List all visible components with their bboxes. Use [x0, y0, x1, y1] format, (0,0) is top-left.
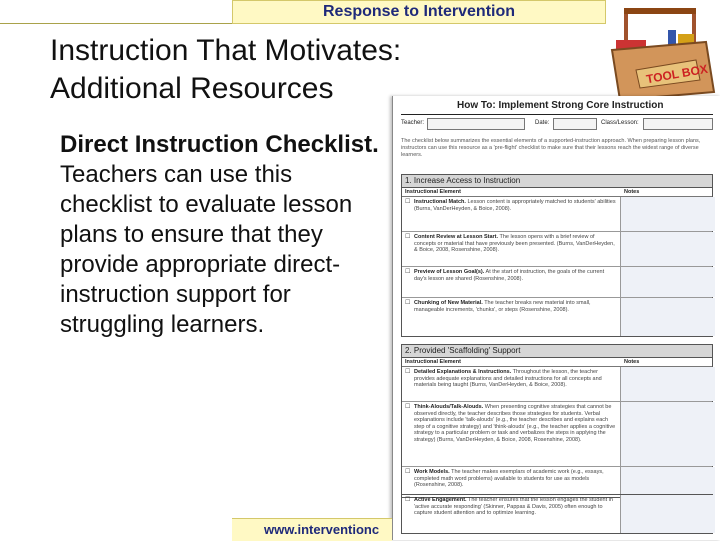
notes-cell: [620, 267, 715, 297]
item-name: Think-Alouds/Talk-Alouds.: [414, 404, 484, 410]
column-notes: Notes: [624, 189, 640, 195]
date-label: Date:: [535, 120, 550, 126]
checkbox-icon: ☐: [405, 369, 411, 375]
class-lesson-label: Class/Lesson:: [601, 120, 639, 126]
section-1-heading: 1. Increase Access to Instruction: [402, 175, 712, 188]
item-name: Detailed Explanations & Instructions.: [414, 369, 512, 375]
footer-band: [232, 518, 392, 541]
checklist-row: [402, 267, 712, 298]
document-title: How To: Implement Strong Core Instruction: [457, 100, 664, 111]
checkbox-icon: ☐: [405, 199, 411, 205]
column-notes: Notes: [624, 359, 640, 365]
section-1-columns: [402, 188, 712, 197]
document-rule: [401, 114, 713, 115]
teacher-label: Teacher:: [401, 120, 425, 126]
date-field: [553, 118, 597, 130]
header-band-text: Response to Intervention: [322, 3, 516, 20]
column-element: Instructional Element: [405, 189, 461, 195]
notes-cell: [620, 367, 715, 401]
item-text: The lesson opens with a brief review of concepts or material that have previously been presented. (Burns, VanDerHeyden, & Boice, 2008, Rosenshine, 2008).: [414, 234, 615, 253]
checkbox-icon: ☐: [405, 404, 411, 410]
body-paragraph: [60, 130, 380, 340]
column-element: Instructional Element: [405, 359, 461, 365]
checklist-row: [402, 495, 712, 533]
notes-cell: [620, 232, 715, 266]
notes-cell: [620, 298, 715, 336]
notes-cell: [620, 197, 715, 231]
toolbox-icon: [606, 0, 720, 106]
class-lesson-field: [643, 118, 713, 130]
section-2: [401, 344, 713, 498]
checklist-document: [392, 96, 720, 540]
item-name: Instructional Match.: [414, 199, 466, 205]
toolbox-image: [606, 0, 720, 106]
item-name: Preview of Lesson Goal(s).: [414, 269, 485, 275]
item-text: When presenting cognitive strategies that cannot be observed directly, the teacher describes those strategies for students. Verbal explanations include 'talk-alouds' (e.g., the teacher describes and explains each step of a cognitive strategy) and 'think-alouds' (e.g., the teacher applies a cognitive strategy to a particular problem or task and verbalizes the steps in applying the strategy) (Burns, VanDerHeyden, & Boice, 2008, Rosenshine, 2008).: [414, 404, 616, 443]
item-text: The teacher ensures that the lesson engages the student in 'active accurate responding' (Skinner, Pappas & Davis, 2005) often enough to capture student attention and to optimize learning.: [414, 497, 613, 516]
notes-cell: [620, 467, 715, 497]
checkbox-icon: ☐: [405, 300, 411, 306]
checkbox-icon: ☐: [405, 469, 411, 475]
svg-text:TOOL BOX: TOOL BOX: [645, 61, 709, 87]
checklist-row: [402, 467, 712, 497]
body-text: Teachers can use this checklist to evaluate lesson plans to ensure that they provide appropriate direct-instruction support for struggling learners.: [60, 161, 353, 338]
checklist-row: [402, 232, 712, 267]
checklist-row: [402, 367, 712, 402]
checklist-row: [402, 402, 712, 467]
notes-cell: [620, 402, 715, 466]
item-name: Chunking of New Material.: [414, 300, 483, 306]
section-3: [401, 494, 713, 534]
slide-title-line1: Instruction That Motivates:: [50, 34, 402, 67]
section-2-heading: 2. Provided 'Scaffolding' Support: [402, 345, 712, 358]
checkbox-icon: ☐: [405, 269, 411, 275]
item-text: The teacher breaks new material into small, manageable increments, 'chunks', or steps (Rosenshine, 2008).: [414, 300, 591, 313]
teacher-field: [427, 118, 525, 130]
slide-title-line2: Additional Resources: [50, 72, 334, 105]
slide-title: [50, 32, 401, 108]
item-text: The teacher makes exemplars of academic work (e.g., essays, completed math word problems) available to students for use as models (Rosenshine, 2008).: [414, 469, 604, 488]
section-2-columns: [402, 358, 712, 367]
item-name: Content Review at Lesson Start.: [414, 234, 499, 240]
checkbox-icon: ☐: [405, 497, 411, 503]
item-name: Active Engagement.: [414, 497, 467, 503]
checkbox-icon: ☐: [405, 234, 411, 240]
item-name: Work Models.: [414, 469, 450, 475]
item-text: Lesson content is appropriately matched to students' abilities (Burns, VanDerHeyden, & Boice, 2008).: [414, 199, 616, 212]
document-intro: The checklist below summarizes the essential elements of a supported-instruction approach. When preparing lesson plans, instructors can use this resource as a 'pre-flight' checklist to make sure that their lessons reach the widest range of diverse learners.: [401, 138, 701, 158]
body-bold-lead: Direct Instruction Checklist.: [60, 131, 379, 158]
footer-url[interactable]: www.interventionc: [264, 522, 380, 537]
checklist-row: [402, 298, 712, 336]
section-1: [401, 174, 713, 337]
notes-cell: [620, 495, 715, 533]
item-text: Throughout the lesson, the teacher provides adequate explanations and detailed instructions for all concepts and materials being taught (Burns, VanDerHeyden, & Boice, 2008).: [414, 369, 602, 388]
checklist-row: [402, 197, 712, 232]
item-text: At the start of instruction, the goals of the current day's lesson are shared (Rosenshine, 2008).: [414, 269, 605, 282]
header-band: [232, 0, 606, 24]
